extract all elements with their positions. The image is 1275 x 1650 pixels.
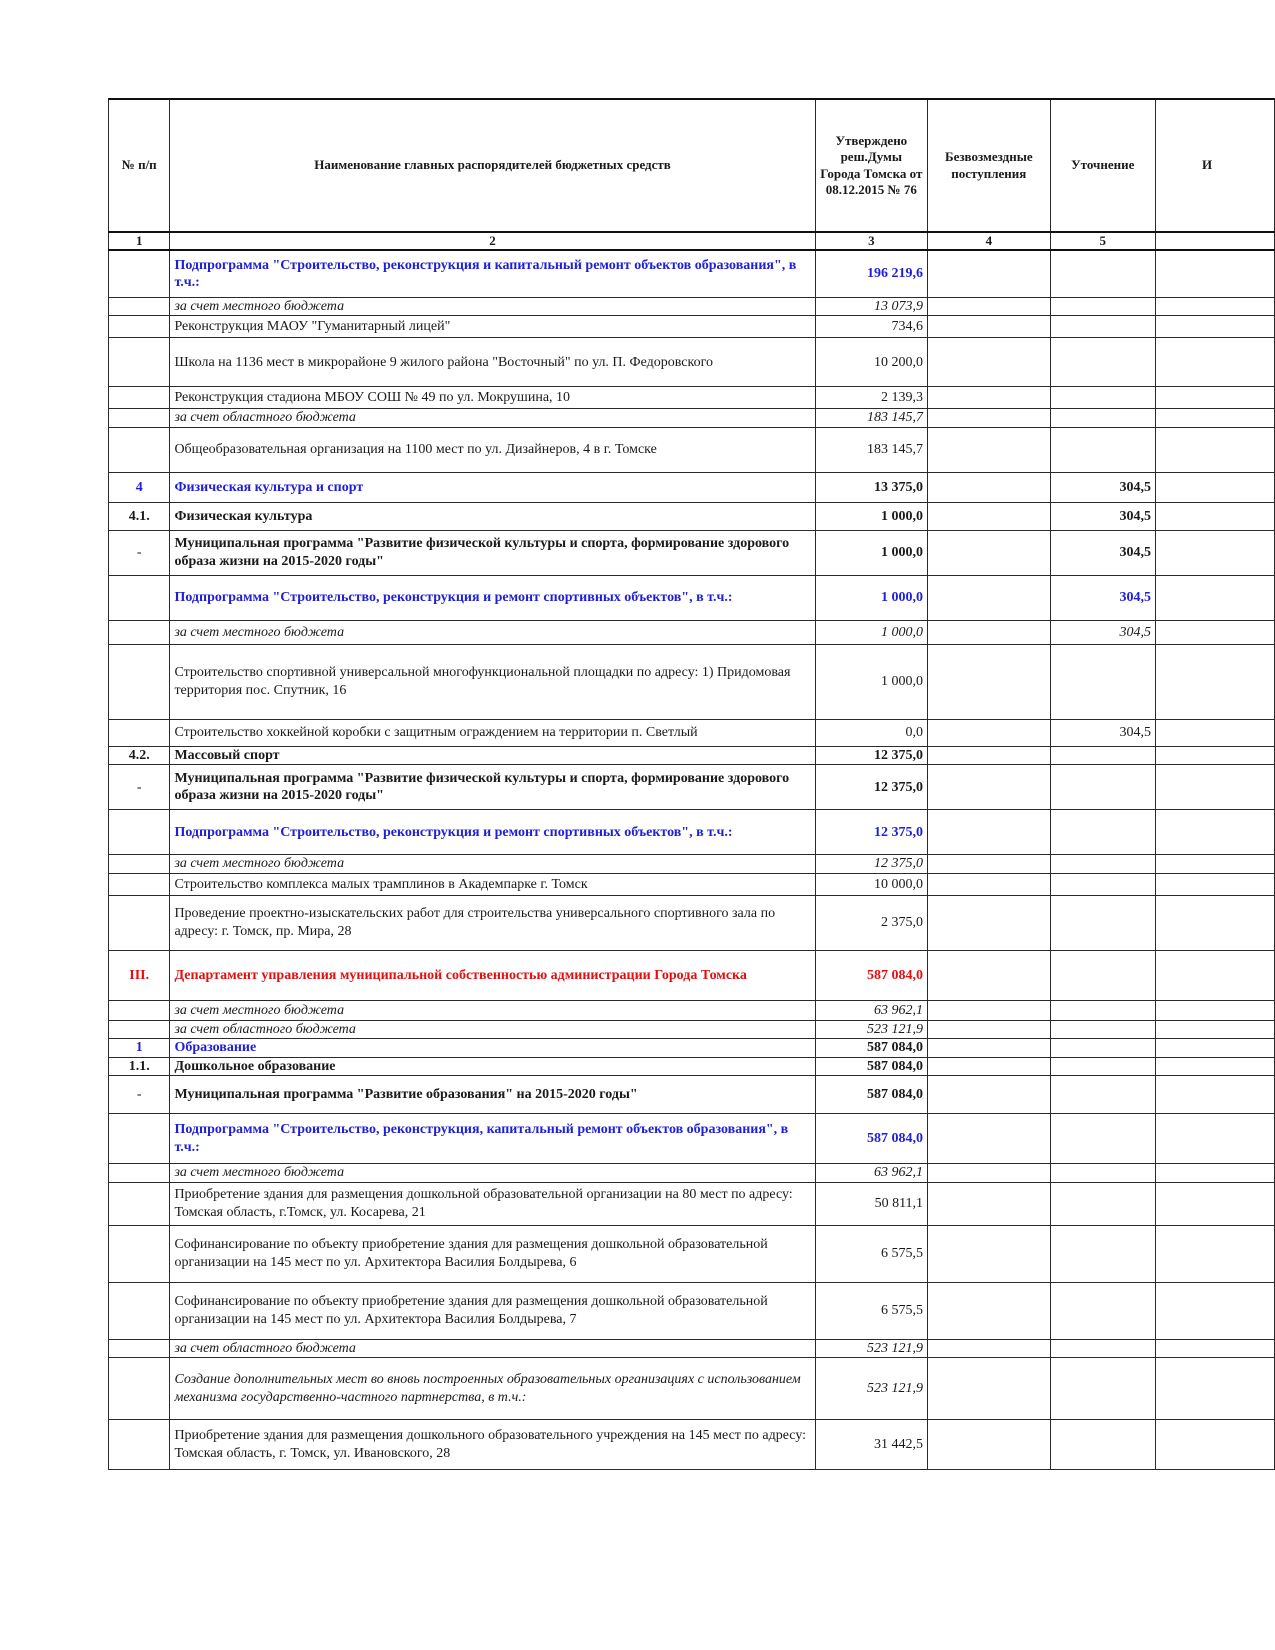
row-approved: 12 375,0: [815, 810, 927, 855]
row-approved: 2 375,0: [815, 895, 927, 950]
row-grants: [928, 297, 1051, 316]
row-name: Школа на 1136 мест в микрорайоне 9 жилого района "Восточный" по ул. П. Федоровского: [170, 338, 815, 387]
row-total: [1155, 1358, 1274, 1420]
row-adjustment: [1050, 387, 1155, 409]
row-adjustment: [1050, 1358, 1155, 1420]
row-approved: 183 145,7: [815, 409, 927, 428]
row-name: Приобретение здания для размещения дошкольной образовательной организации на 80 мест по адресу: Томская область, г.Томск, ул. Косарева, 21: [170, 1182, 815, 1225]
row-approved: 523 121,9: [815, 1358, 927, 1420]
row-adjustment: [1050, 644, 1155, 719]
row-number: [109, 1339, 170, 1358]
header-approved: Утверждено реш.Думы Города Томска от 08.12.2015 № 76: [815, 99, 927, 232]
row-total: [1155, 1020, 1274, 1039]
row-total: [1155, 620, 1274, 644]
table-row: [109, 1114, 1275, 1164]
table-row: [109, 427, 1275, 472]
row-grants: [928, 1020, 1051, 1039]
row-name: за счет местного бюджета: [170, 1000, 815, 1020]
row-total: [1155, 575, 1274, 620]
row-adjustment: [1050, 1039, 1155, 1058]
row-grants: [928, 895, 1051, 950]
row-name: Физическая культура и спорт: [170, 472, 815, 502]
row-approved: 523 121,9: [815, 1339, 927, 1358]
row-adjustment: 304,5: [1050, 530, 1155, 575]
row-total: [1155, 644, 1274, 719]
row-approved: 31 442,5: [815, 1420, 927, 1470]
row-name: Строительство комплекса малых трамплинов в Академпарке г. Томск: [170, 873, 815, 895]
row-name: Общеобразовательная организация на 1100 мест по ул. Дизайнеров, 4 в г. Томске: [170, 427, 815, 472]
row-adjustment: [1050, 950, 1155, 1000]
row-total: [1155, 1057, 1274, 1076]
row-number: [109, 855, 170, 874]
row-total: [1155, 719, 1274, 746]
row-total: [1155, 873, 1274, 895]
row-number: [109, 387, 170, 409]
row-name: за счет местного бюджета: [170, 297, 815, 316]
row-name: Строительство хоккейной коробки с защитным ограждением на территории п. Светлый: [170, 719, 815, 746]
row-name: Создание дополнительных мест во вновь построенных образовательных организациях с использованием механизма государственно-частного партнерства, в т.ч.:: [170, 1358, 815, 1420]
row-name: Проведение проектно-изыскательских работ для строительства универсального спортивного зала по адресу: г. Томск, пр. Мира, 28: [170, 895, 815, 950]
table-row: [109, 338, 1275, 387]
row-approved: 6 575,5: [815, 1282, 927, 1339]
table-row: [109, 719, 1275, 746]
row-grants: [928, 855, 1051, 874]
table-row: [109, 1039, 1275, 1058]
row-approved: 50 811,1: [815, 1182, 927, 1225]
row-approved: 1 000,0: [815, 575, 927, 620]
row-approved: 12 375,0: [815, 855, 927, 874]
row-grants: [928, 1358, 1051, 1420]
row-adjustment: [1050, 895, 1155, 950]
row-approved: 2 139,3: [815, 387, 927, 409]
row-number: [109, 1164, 170, 1183]
row-name: Массовый спорт: [170, 746, 815, 765]
row-number: 4.1.: [109, 502, 170, 530]
row-adjustment: 304,5: [1050, 472, 1155, 502]
row-name: за счет областного бюджета: [170, 409, 815, 428]
row-total: [1155, 1182, 1274, 1225]
table-row: [109, 810, 1275, 855]
row-number: [109, 575, 170, 620]
row-name: Образование: [170, 1039, 815, 1058]
row-number: 4.2.: [109, 746, 170, 765]
table-row: [109, 1420, 1275, 1470]
row-number: [109, 1000, 170, 1020]
row-approved: 63 962,1: [815, 1164, 927, 1183]
row-grants: [928, 1182, 1051, 1225]
row-name: Реконструкция стадиона МБОУ СОШ № 49 по ул. Мокрушина, 10: [170, 387, 815, 409]
row-approved: 523 121,9: [815, 1020, 927, 1039]
row-number: [109, 719, 170, 746]
row-adjustment: [1050, 1225, 1155, 1282]
row-grants: [928, 387, 1051, 409]
row-grants: [928, 719, 1051, 746]
row-adjustment: 304,5: [1050, 719, 1155, 746]
row-approved: 587 084,0: [815, 1057, 927, 1076]
row-adjustment: [1050, 338, 1155, 387]
row-number: [109, 1020, 170, 1039]
row-grants: [928, 765, 1051, 810]
row-total: [1155, 1339, 1274, 1358]
row-approved: 183 145,7: [815, 427, 927, 472]
row-approved: 587 084,0: [815, 950, 927, 1000]
row-approved: 587 084,0: [815, 1039, 927, 1058]
table-header: [109, 99, 1275, 232]
row-name: Физическая культура: [170, 502, 815, 530]
row-total: [1155, 810, 1274, 855]
row-grants: [928, 1164, 1051, 1183]
row-approved: 1 000,0: [815, 502, 927, 530]
row-adjustment: [1050, 1114, 1155, 1164]
row-grants: [928, 575, 1051, 620]
table-row: [109, 1225, 1275, 1282]
row-grants: [928, 746, 1051, 765]
colnum-4: 4: [928, 232, 1051, 250]
row-adjustment: [1050, 1076, 1155, 1114]
row-name: за счет областного бюджета: [170, 1020, 815, 1039]
row-total: [1155, 338, 1274, 387]
table-row: [109, 1076, 1275, 1114]
row-number: [109, 1420, 170, 1470]
colnum-5: 5: [1050, 232, 1155, 250]
row-adjustment: [1050, 1339, 1155, 1358]
row-adjustment: [1050, 1057, 1155, 1076]
row-grants: [928, 1420, 1051, 1470]
row-name: Муниципальная программа "Развитие образования" на 2015-2020 годы": [170, 1076, 815, 1114]
row-number: [109, 1225, 170, 1282]
row-name: за счет областного бюджета: [170, 1339, 815, 1358]
row-number: [109, 1114, 170, 1164]
row-name: Подпрограмма "Строительство, реконструкция и капитальный ремонт объектов образования", в т.ч.:: [170, 250, 815, 297]
row-total: [1155, 297, 1274, 316]
row-approved: 6 575,5: [815, 1225, 927, 1282]
row-adjustment: [1050, 297, 1155, 316]
table-row: [109, 472, 1275, 502]
row-total: [1155, 409, 1274, 428]
row-number: [109, 644, 170, 719]
table-row: [109, 746, 1275, 765]
row-adjustment: [1050, 855, 1155, 874]
row-adjustment: [1050, 316, 1155, 338]
budget-table: [108, 98, 1275, 1470]
row-name: Дошкольное образование: [170, 1057, 815, 1076]
row-number: [109, 873, 170, 895]
row-name: Софинансирование по объекту приобретение здания для размещения дошкольной образовательной организации на 145 мест по ул. Архитектора Василия Болдырева, 7: [170, 1282, 815, 1339]
row-number: -: [109, 1076, 170, 1114]
row-number: [109, 810, 170, 855]
row-name: за счет местного бюджета: [170, 620, 815, 644]
row-total: [1155, 1076, 1274, 1114]
table-row: [109, 1339, 1275, 1358]
row-grants: [928, 338, 1051, 387]
row-name: Реконструкция МАОУ "Гуманитарный лицей": [170, 316, 815, 338]
table-row: [109, 1358, 1275, 1420]
row-grants: [928, 409, 1051, 428]
row-name: Подпрограмма "Строительство, реконструкция и ремонт спортивных объектов", в т.ч.:: [170, 810, 815, 855]
row-total: [1155, 1225, 1274, 1282]
header-adjustment: Уточнение: [1050, 99, 1155, 232]
row-total: [1155, 502, 1274, 530]
row-number: -: [109, 530, 170, 575]
row-name: Муниципальная программа "Развитие физической культуры и спорта, формирование здорового образа жизни на 2015-2020 годы": [170, 530, 815, 575]
row-number: [109, 409, 170, 428]
table-row: [109, 620, 1275, 644]
row-name: Муниципальная программа "Развитие физической культуры и спорта, формирование здорового образа жизни на 2015-2020 годы": [170, 765, 815, 810]
row-grants: [928, 472, 1051, 502]
table-row: [109, 316, 1275, 338]
row-grants: [928, 250, 1051, 297]
colnum-2: 2: [170, 232, 815, 250]
row-grants: [928, 1225, 1051, 1282]
row-adjustment: [1050, 1020, 1155, 1039]
row-grants: [928, 530, 1051, 575]
row-total: [1155, 472, 1274, 502]
table-row: [109, 1164, 1275, 1183]
row-name: за счет местного бюджета: [170, 1164, 815, 1183]
row-number: [109, 1182, 170, 1225]
table-row: [109, 1182, 1275, 1225]
row-approved: 12 375,0: [815, 746, 927, 765]
row-approved: 1 000,0: [815, 530, 927, 575]
row-name: Строительство спортивной универсальной многофункциональной площадки по адресу: 1) Придомовая территория пос. Спутник, 16: [170, 644, 815, 719]
row-number: [109, 297, 170, 316]
row-approved: 587 084,0: [815, 1076, 927, 1114]
row-number: [109, 1282, 170, 1339]
table-row: [109, 1000, 1275, 1020]
row-number: [109, 620, 170, 644]
row-adjustment: [1050, 1000, 1155, 1020]
row-approved: 587 084,0: [815, 1114, 927, 1164]
row-total: [1155, 950, 1274, 1000]
row-number: [109, 895, 170, 950]
row-approved: 12 375,0: [815, 765, 927, 810]
row-grants: [928, 620, 1051, 644]
row-approved: 1 000,0: [815, 620, 927, 644]
table-row: [109, 765, 1275, 810]
row-adjustment: [1050, 1164, 1155, 1183]
row-adjustment: [1050, 873, 1155, 895]
row-number: [109, 427, 170, 472]
row-adjustment: [1050, 746, 1155, 765]
table-row: [109, 873, 1275, 895]
header-name: Наименование главных распорядителей бюджетных средств: [170, 99, 815, 232]
colnum-1: 1: [109, 232, 170, 250]
row-number: [109, 316, 170, 338]
row-grants: [928, 1076, 1051, 1114]
row-approved: 196 219,6: [815, 250, 927, 297]
row-grants: [928, 950, 1051, 1000]
header-grants: Безвозмездные поступления: [928, 99, 1051, 232]
column-numbers-row: [109, 232, 1275, 250]
table-row: [109, 575, 1275, 620]
row-number: [109, 250, 170, 297]
row-adjustment: 304,5: [1050, 575, 1155, 620]
row-total: [1155, 316, 1274, 338]
table-row: [109, 644, 1275, 719]
row-adjustment: [1050, 427, 1155, 472]
row-total: [1155, 250, 1274, 297]
row-grants: [928, 316, 1051, 338]
row-adjustment: [1050, 1182, 1155, 1225]
row-grants: [928, 1000, 1051, 1020]
table-row: [109, 1282, 1275, 1339]
row-name: Софинансирование по объекту приобретение здания для размещения дошкольной образовательной организации на 145 мест по ул. Архитектора Василия Болдырева, 6: [170, 1225, 815, 1282]
row-number: [109, 1358, 170, 1420]
row-grants: [928, 1039, 1051, 1058]
row-approved: 13 375,0: [815, 472, 927, 502]
row-adjustment: [1050, 250, 1155, 297]
row-adjustment: 304,5: [1050, 502, 1155, 530]
row-name: Подпрограмма "Строительство, реконструкция и ремонт спортивных объектов", в т.ч.:: [170, 575, 815, 620]
row-total: [1155, 1000, 1274, 1020]
row-name: за счет местного бюджета: [170, 855, 815, 874]
table-row: [109, 250, 1275, 297]
row-total: [1155, 530, 1274, 575]
row-approved: 63 962,1: [815, 1000, 927, 1020]
row-grants: [928, 427, 1051, 472]
header-number: № п/п: [109, 99, 170, 232]
row-name: Приобретение здания для размещения дошкольного образовательного учреждения на 145 мест по адресу: Томская область, г. Томск, ул. Ивановского, 28: [170, 1420, 815, 1470]
row-name: Подпрограмма "Строительство, реконструкция, капитальный ремонт объектов образования", в т.ч.:: [170, 1114, 815, 1164]
row-total: [1155, 765, 1274, 810]
row-approved: 10 000,0: [815, 873, 927, 895]
row-adjustment: [1050, 1420, 1155, 1470]
row-total: [1155, 855, 1274, 874]
row-number: 1.1.: [109, 1057, 170, 1076]
row-grants: [928, 644, 1051, 719]
row-grants: [928, 873, 1051, 895]
row-total: [1155, 1039, 1274, 1058]
table-row: [109, 530, 1275, 575]
row-grants: [928, 1339, 1051, 1358]
row-number: 1: [109, 1039, 170, 1058]
row-approved: 13 073,9: [815, 297, 927, 316]
table-row: [109, 855, 1275, 874]
table-row: [109, 1020, 1275, 1039]
table-row: [109, 387, 1275, 409]
row-adjustment: [1050, 1282, 1155, 1339]
row-grants: [928, 1114, 1051, 1164]
row-total: [1155, 427, 1274, 472]
row-total: [1155, 1420, 1274, 1470]
table-row: [109, 1057, 1275, 1076]
table-row: [109, 297, 1275, 316]
row-adjustment: [1050, 810, 1155, 855]
row-name: Департамент управления муниципальной собственностью администрации Города Томска: [170, 950, 815, 1000]
table-row: [109, 502, 1275, 530]
row-approved: 10 200,0: [815, 338, 927, 387]
colnum-3: 3: [815, 232, 927, 250]
row-grants: [928, 810, 1051, 855]
colnum-6: [1155, 232, 1274, 250]
row-total: [1155, 746, 1274, 765]
row-grants: [928, 1057, 1051, 1076]
row-number: III.: [109, 950, 170, 1000]
row-total: [1155, 895, 1274, 950]
row-approved: 1 000,0: [815, 644, 927, 719]
row-adjustment: [1050, 409, 1155, 428]
row-number: [109, 338, 170, 387]
row-grants: [928, 502, 1051, 530]
row-total: [1155, 1164, 1274, 1183]
row-number: -: [109, 765, 170, 810]
row-total: [1155, 1114, 1274, 1164]
row-grants: [928, 1282, 1051, 1339]
row-adjustment: [1050, 765, 1155, 810]
row-total: [1155, 1282, 1274, 1339]
header-total: И: [1155, 99, 1274, 232]
row-number: 4: [109, 472, 170, 502]
table-row: [109, 950, 1275, 1000]
table-row: [109, 409, 1275, 428]
table-row: [109, 895, 1275, 950]
row-approved: 734,6: [815, 316, 927, 338]
row-total: [1155, 387, 1274, 409]
row-adjustment: 304,5: [1050, 620, 1155, 644]
row-approved: 0,0: [815, 719, 927, 746]
